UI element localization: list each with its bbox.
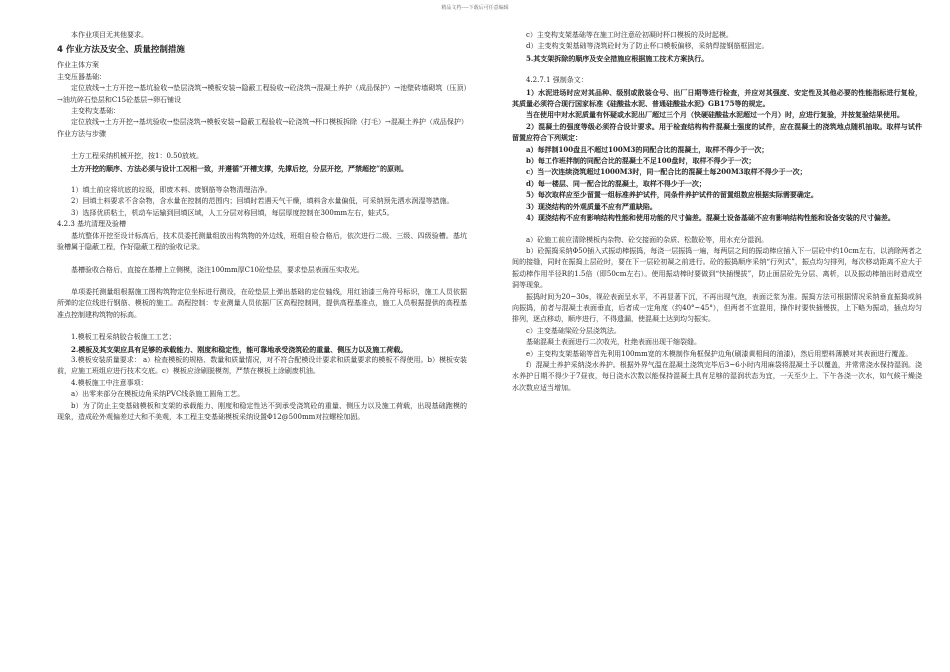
frame-foundation-label: 主变构支基础： — [71, 107, 120, 116]
formwork-item-4b: b）为了防止主变基础模板和支架的承载能力、刚度和稳定性达不到承受浇筑砼的重量、侧压力以及施工荷载，出现基础跑模的现象，造成砼外观偏差过大和不美观，本工程主变基础模板采纳设置Φ12@500mm对拉螺栓加固。 — [57, 401, 467, 421]
rule-2b: b）每工作班拌制的同配合比的混凝土不足100盘时，取样不得少于一次； — [526, 156, 756, 166]
pour-item-d: 基础混凝土表面进行二次收光，杜绝表面出现干缩裂缝。 — [526, 338, 701, 347]
formwork-item-4a: a）出零来部分在模板边角采纳PVC线条施工圆角工艺。 — [71, 390, 245, 399]
pit-check-paragraph: 基坑整体开挖至设计标高后，技术员委托测量组放出构筑物的外边线，班组自检合格后，依次进行二级、三级、四级验槽。基坑验槽属于隐蔽工程，作好隐蔽工程的验收记录。 — [57, 231, 467, 252]
pour-item-e: e）主变构支架基础等首先利用100mm宽的木模制作角框保护边角(刷漆黄相间的油漆)，然后用塑料薄膜对其表面进行覆盖。 — [526, 349, 913, 358]
intro-paragraph: 本作业项目无其他要求。 — [71, 31, 148, 39]
method-label: 作业方法与步骤 — [57, 129, 106, 138]
item-d: d）主变构支架基础等浇筑砼时为了防止杯口模板偏移，采纳焊接钢筋框固定。 — [526, 42, 769, 51]
rule-1b: 当在使用中对水泥质量有怀疑或水泥出厂超过三个月（快硬硅酸盐水泥超过一个月）时，应进行复验，并按复验结果使用。 — [526, 110, 904, 120]
header-note: 精品文档----下载后可任意编辑 — [441, 5, 509, 11]
survey-paragraph: 单项委托测量组根据施工图构筑物定位坐标进行测设，在砼垫层上弹出基础的定位轴线，用红油漆三角符号标识，施工人员依据所弹的定位线进行钢筋、模板的施工。高程控制：专业测量人员依据厂区高程控制网，提供高程基准点，施工人员根据提供的高程基准点控制建构筑物的标高。 — [57, 287, 467, 319]
main-plan-label: 作业主体方案 — [57, 61, 99, 70]
formwork-item-1: 1.模板工程采纳胶合板施工工艺； — [71, 333, 176, 342]
frame-sequence: 定位放线→土方开挖→基坑验收→垫层浇筑→模板安装→隐蔽工程验收→砼浇筑→杯口模板拆除（打毛）→混凝土养护（成品保护） — [71, 118, 468, 127]
rule-3: 3）现浇结构的外观质量不应有严重缺陷。 — [526, 201, 657, 211]
rule-2a: a）每拌制100盘且不超过100M3的同配合比的混凝土，取样不得少于一次； — [526, 144, 769, 154]
rule-5: 5）每次取样应至少留置一组标准养护试件，同条件养护试件的留置组数应根据实际需要确定。 — [526, 190, 818, 200]
formwork-item-2: 2.模板及其支架应具有足够的承载能力、刚度和稳定性，能可靠地承受浇筑砼的重量、侧压力以及施工荷载。 — [71, 344, 408, 354]
earthwork-paragraph: 土方工程采纳机械开挖，按1：0.50放坡。 — [71, 152, 204, 161]
backfill-step-2: 2）回填土料要求不含杂物，含水量在控制的范围内；回填时若遇天气干燥，填料含水量偏低，可采纳预先洒水润湿等措施。 — [71, 197, 454, 206]
earthwork-principle: 土方开挖的顺序、方法必须与设计工况相一致，并遵循“开槽支撑，先撑后挖，分层开挖，严禁超挖”的原则。 — [71, 163, 409, 173]
subsection-423: 4.2.3 基坑清理及验槽 — [57, 220, 127, 229]
section-heading: 4 作业方法及安全、质量控制措施 — [57, 45, 185, 56]
rule-1: 1）水泥进场时应对其品种、级别或散装仓号、出厂日期等进行检查，并应对其强度、安定性及其他必要的性能指标进行复检，其质量必须符合现行国家标准《硅酸盐水泥、普通硅酸盐水泥》GB175等的规定。 — [512, 87, 922, 109]
cushion-paragraph: 基槽验收合格后，直接在基槽上立侧模，浇注100mm厚C10砼垫层，要求垫层表面压实收光。 — [71, 265, 364, 274]
pour-item-a: a）砼施工前应清除模板内杂物、砼交接面的杂质、松散砼等，用水充分湿润。 — [526, 235, 769, 244]
formwork-item-3: 3.模板安装质量要求： a）检查模板的规格、数量和质量情况，对不符合配模设计要求和质量要求的模板不得使用。b）模板安装前，应施工班组应进行技术交底。c）模板应涂刷脱模剂，严禁在模板上涂刷废机油。 — [57, 355, 467, 376]
left-column — [57, 30, 467, 423]
subsection-4271: 4.2.7.1 强制条文： — [526, 76, 588, 85]
pour-item-f: f）混凝土养护采纳浇水养护。根据外界气温在混凝土浇筑完毕后3~6小时内用麻袋将混凝土予以覆盖，并常常浇水保持湿润。浇水养护日期不得少于7昼夜，每日浇水次数以能保持混凝土具有足够的湿润状态为宜，一天至少上、下午各浇一次水，如气候干燥浇水次数应适当增加。 — [512, 360, 922, 392]
formwork-item-4: 4.模板施工中注意事项： — [71, 378, 148, 387]
pour-item-b: b）砼振捣采纳Φ50插入式振动棒振捣，每浇一层振捣一遍，每两层之间的振动棒应插入下一层砼中约10cm左右，以消除两者之间的接缝，同时在振捣上层砼时，要在下一层砼初凝之前进行。砼的振捣顺序采纳“行列式”，振点均匀排列，每次移动距离不应大于振动棒作用半径R的1.5倍（即50cm左右）。使用振动棒时要做到“快插慢拔”，防止面层砼先分层、离析，以及振动棒抽出时造成空洞等现象。 — [512, 246, 922, 290]
item-c: c）主变构支架基础等在施工时注意砼初凝时杯口模板的及时起模。 — [526, 31, 733, 39]
rule-2d: d）每一楼层、同一配合比的混凝土，取样不得少于一次； — [526, 178, 706, 188]
transformer-sequence: 定位放线→土方开挖→基坑验收→垫层浇筑→模板安装→隐蔽工程验收→砼浇筑→混凝土养护（成品保护）→池壁砖墙砌筑（压顶）→油坑碎石垫层和C15砼基层→卵石铺设 — [57, 84, 467, 104]
item-5: 5.其支架拆除的顺序及安全措施应根据施工技术方案执行。 — [526, 53, 709, 63]
backfill-step-3: 3）选择优质粘土，机动车运输到回填区域，人工分层对称回填，每层厚度控制在300mm左右，蛙式5。 — [71, 208, 394, 217]
rule-4: 4）现浇结构不应有影响结构性能和使用功能的尺寸偏差。混凝土设备基础不应有影响结构性能和设备安装的尺寸偏差。 — [526, 213, 895, 223]
right-column — [512, 30, 922, 394]
pour-item-b2: 振捣时间为20~30s，视砼表面呈水平，不再显著下沉，不再出现气泡，表面泛浆为准。振捣方法可根据情况采纳垂直振捣或斜向振捣，前者与混凝土表面垂直，后者成一定角度（约40°~45°），但两者不宜混用，操作时要快插慢拔，上下略为振动，插点均匀排列，逐点移动，顺序进行，不得遗漏，使混凝土达到均匀振实。 — [512, 292, 922, 324]
pour-item-c: c）主变基础梁砼分层浇筑法。 — [526, 326, 621, 335]
main-transformer-label: 主变压器基础： — [57, 72, 106, 81]
rule-2: 2）混凝土的强度等级必须符合设计要求。用于检查结构构件混凝土强度的试件，应在混凝土的浇筑地点随机抽取。取样与试件留置应符合下列规定： — [512, 121, 922, 143]
backfill-step-1: 1）填土前应将坑底的垃圾，即废木料、废钢筋等杂物清理洁净。 — [71, 186, 272, 195]
rule-2c: c）当一次连续浇筑超过1000M3时，同一配合比的混凝土每200M3取样不得少于一次； — [526, 167, 807, 177]
